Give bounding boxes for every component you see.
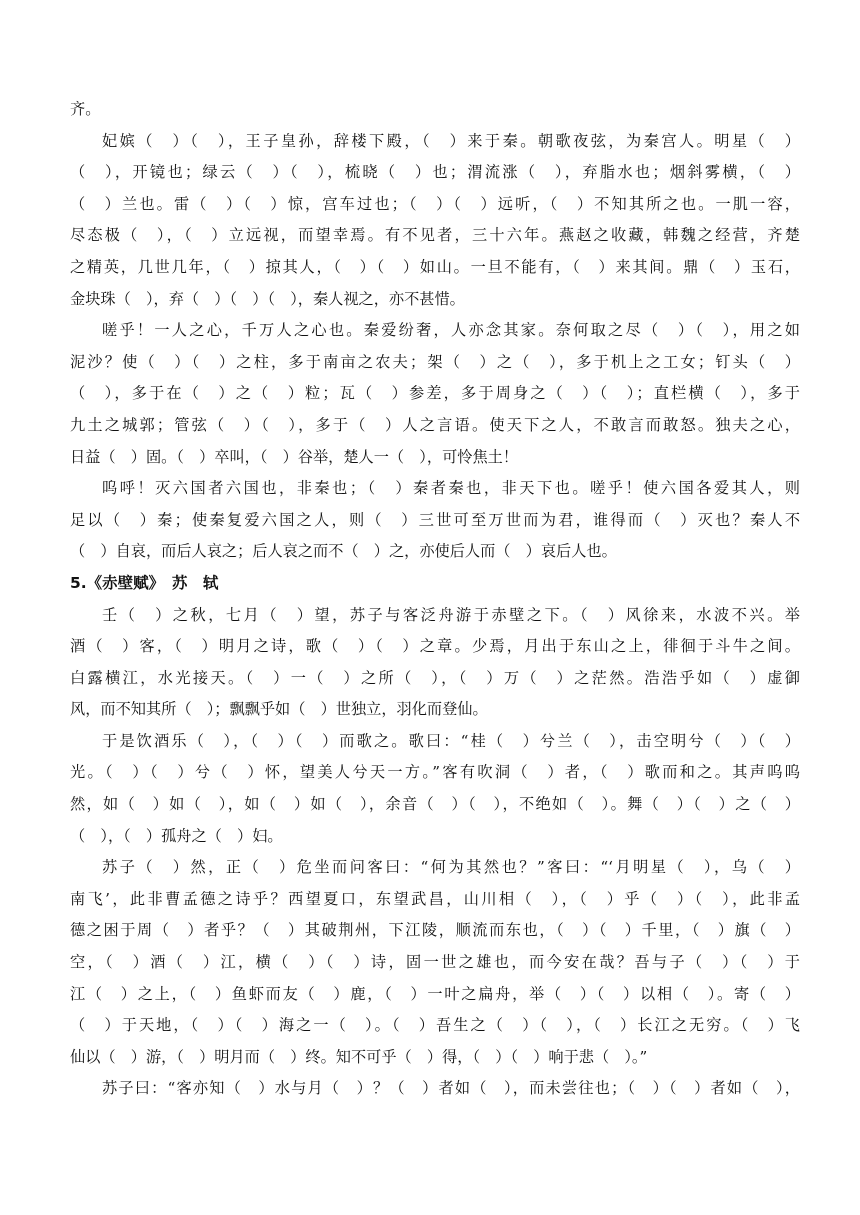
text-line: （ ），多于在（ ）之（ ）粒；瓦（ ）参差，多于周身之（ ）（ ）；直栏横（ ），多于 [70,384,800,403]
text-line: 壬（ ）之秋，七月（ ）望，苏子与客泛舟游于赤壁之下。（ ）风徐来，水波不兴。举 [102,605,800,624]
text-line: （ ）于天地，（ ）（ ）海之一（ ）。（ ）吾生之（ ）（ ），（ ）长江之无穷。（ ）飞 [70,1016,800,1035]
text-line: 空，（ ）酒（ ）江，横（ ）（ ）诗，固一世之雄也，而今安在哉？吾与子（ ）（ ）于 [70,953,800,972]
text-line: 九土之城郭；管弦（ ）（ ），多于（ ）人之言语。使天下之人，不敢言而敢怒。独夫之心， [70,415,800,434]
text-line: 足以（ ）秦；使秦复爱六国之人，则（ ）三世可至万世而为君，谁得而（ ）灭也？秦人不 [70,510,800,529]
text-line: 金块珠（ ），弃（ ）（ ）（ ），秦人视之，亦不甚惜。 [70,289,465,308]
text-line: 仙以（ ）游，（ ）明月而（ ）终。知不可乎（ ）得，（ ）（ ）响于悲（ ）。” [70,1047,648,1066]
text-line: （ ）兰也。雷（ ）（ ）惊，宫车过也；（ ）（ ）远听，（ ）不知其所之也。一肌一容， [70,194,800,213]
text-line: 风，而不知其所（ ）；飘飘乎如（ ）世独立，羽化而登仙。 [70,700,488,719]
text-line: 酒（ ）客，（ ）明月之诗，歌（ ）（ ）之章。少焉，月出于东山之上，徘徊于斗牛之间。 [70,637,800,656]
text-line: 苏子（ ）然，正（ ）危坐而问客曰：“何为其然也？”客曰：“‘月明星（ ），乌（ ） [102,858,800,877]
text-line: 妃嫔（ ）（ ），王子皇孙，辞楼下殿，（ ）来于秦。朝歌夜弦，为秦宫人。明星（ ） [102,131,800,150]
text-line: 江（ ）之上，（ ）鱼虾而友（ ）鹿，（ ）一叶之扁舟，举（ ）（ ）以相（ ）。寄（ ） [70,984,800,1003]
text-line: 然，如（ ）如（ ），如（ ）如（ ），余音（ ）（ ），不绝如（ ）。舞（ ）（ ）之（ ） [70,795,800,814]
text-line: 苏子曰：“客亦知（ ）水与月（ ）？（ ）者如（ ），而未尝往也；（ ）（ ）者如（ ）， [102,1079,800,1098]
text-line: 光。（ ）（ ）兮（ ）怀，望美人兮天一方。”客有吹洞（ ）者，（ ）歌而和之。其声呜呜 [70,763,800,782]
text-line: 呜呼！灭六国者六国也，非秦也；（ ）秦者秦也，非天下也。嗟乎！使六国各爱其人，则 [102,479,800,498]
text-line: （ ），（ ）孤舟之（ ）妇。 [70,826,283,845]
section-heading: 5.《赤壁赋》 苏 轼 [70,573,219,592]
text-line: （ ），开镜也；绿云（ ）（ ），梳晓（ ）也；渭流涨（ ），弃脂水也；烟斜雾横，（ ） [70,163,800,182]
text-line: 白露横江，水光接天。（ ）一（ ）之所（ ），（ ）万（ ）之茫然。浩浩乎如（ ）虚御 [70,668,800,687]
text-line: 日益（ ）固。（ ）卒叫，（ ）谷举，楚人一（ ），可怜焦土！ [70,447,519,466]
text-line: 南飞’，此非曹孟德之诗乎？西望夏口，东望武昌，山川相（ ），（ ）乎（ ）（ ），此非孟 [70,889,800,908]
text-line: 齐。 [70,100,101,118]
text-line: 泥沙？使（ ）（ ）之柱，多于南亩之农夫；架（ ）之（ ），多于机上之工女；钉头（ ） [70,352,800,371]
text-line: （ ）自哀，而后人哀之；后人哀之而不（ ）之，亦使后人而（ ）哀后人也。 [70,542,617,561]
text-line: 尽态极（ ），（ ）立远视，而望幸焉。有不见者，三十六年。燕赵之收藏，韩魏之经营，齐楚 [70,226,800,245]
text-line: 嗟乎！一人之心，千万人之心也。秦爱纷奢，人亦念其家。奈何取之尽（ ）（ ），用之如 [102,321,800,340]
text-line: 之精英，几世几年，（ ）掠其人，（ ）（ ）如山。一旦不能有，（ ）来其间。鼎（ ）玉石， [70,257,800,276]
text-line: 德之困于周（ ）者乎？（ ）其破荆州，下江陵，顺流而东也，（ ）（ ）千里，（ ）旗（ ） [70,921,800,940]
text-line: 于是饮酒乐（ ），（ ）（ ）而歌之。歌曰：“桂（ ）兮兰（ ），击空明兮（ ）（ ） [102,731,800,750]
